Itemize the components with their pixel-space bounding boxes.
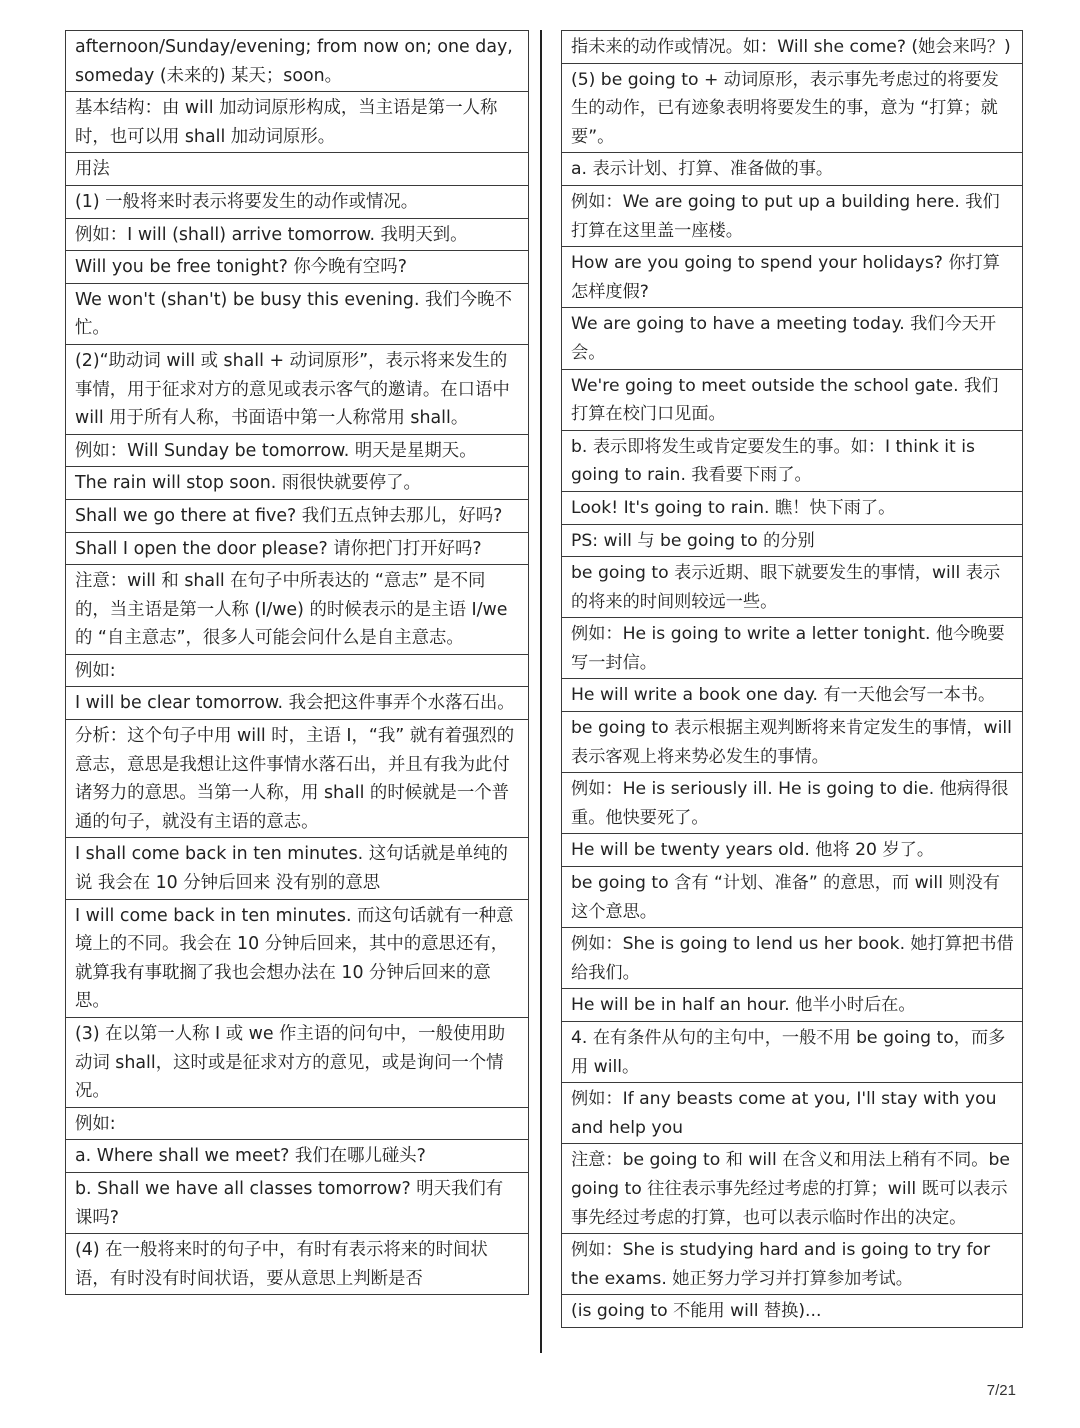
table-row [66,838,529,899]
table-row [66,218,529,251]
table-cell: 分析：这个句子中用 will 时，主语 I，“我” 就有着强烈的意志，意思是我想让这件事情水落石出，并且有我为此付诸努力的意思。当第一人称，用 shall 的时候就是一个普通的句子，就没有主语的意志。 [66,720,529,838]
table-cell: be going to 表示根据主观判断将来肯定发生的事情，will 表示客观上将来势必发生的事情。 [562,712,1023,773]
table-row [66,153,529,186]
table-cell: He will be twenty years old. 他将 20 岁了。 [562,834,1023,867]
table-cell: We won't (shan't) be busy this evening. 我们今晚不忙。 [66,283,529,344]
table-cell: 注意：will 和 shall 在句子中所表达的 “意志” 是不同的，当主语是第一人称 (I/we) 的时候表示的是主语 I/we 的 “自主意志”，很多人可能会问什么是自主意志。 [66,565,529,655]
table-row [562,31,1023,64]
table-cell: a. 表示计划、打算、准备做的事。 [562,153,1023,186]
table-cell: 用法 [66,153,529,186]
table-cell: 基本结构：由 will 加动词原形构成，当主语是第一人称时，也可以用 shall 加动词原形。 [66,92,529,153]
table-row [66,467,529,500]
table-row [66,31,529,92]
table-cell: a. Where shall we meet? 我们在哪儿碰头? [66,1140,529,1173]
table-row [562,867,1023,928]
table-row [66,283,529,344]
table-row [562,679,1023,712]
table-cell: He will be in half an hour. 他半小时后在。 [562,989,1023,1022]
table-cell: 注意：be going to 和 will 在含义和用法上稍有不同。be going to 往往表示事先经过考虑的打算；will 既可以表示事先经过考虑的打算，也可以表示临时作出的决定。 [562,1144,1023,1234]
table-row [66,185,529,218]
table-row [562,712,1023,773]
table-row [562,63,1023,153]
table-row [562,834,1023,867]
table-cell: (3) 在以第一人称 I 或 we 作主语的问句中，一般使用助动词 shall，这时或是征求对方的意见，或是询问一个情况。 [66,1018,529,1108]
left-table [65,30,529,1295]
table-cell: be going to 含有 “计划、准备” 的意思，而 will 则没有这个意思。 [562,867,1023,928]
table-cell: 例如：Will Sunday be tomorrow. 明天是星期天。 [66,434,529,467]
table-cell: (1) 一般将来时表示将要发生的动作或情况。 [66,185,529,218]
column-divider [540,30,542,1353]
right-table [561,30,1023,1328]
table-cell: I shall come back in ten minutes. 这句话就是单纯的说 我会在 10 分钟后回来 没有别的意思 [66,838,529,899]
table-cell: 例如：I will (shall) arrive tomorrow. 我明天到。 [66,218,529,251]
table-cell: 例如: [66,1107,529,1140]
table-cell: b. Shall we have all classes tomorrow? 明天我们有课吗? [66,1172,529,1233]
table-row [562,773,1023,834]
table-row [66,1234,529,1295]
table-cell: I will be clear tomorrow. 我会把这件事弄个水落石出。 [66,687,529,720]
table-cell: be going to 表示近期、眼下就要发生的事情，will 表示的将来的时间则较远一些。 [562,557,1023,618]
table-row [66,499,529,532]
table-cell: (2)“助动词 will 或 shall + 动词原形”，表示将来发生的事情，用于征求对方的意见或表示客气的邀请。在口语中 will 用于所有人称，书面语中第一人称常用 shall。 [66,344,529,434]
table-cell: 例如：She is going to lend us her book. 她打算把书借给我们。 [562,928,1023,989]
table-row [66,899,529,1017]
table-cell: PS: will 与 be going to 的分别 [562,524,1023,557]
table-cell: Will you be free tonight? 你今晚有空吗? [66,251,529,284]
left-column [65,30,529,1295]
table-row [562,989,1023,1022]
table-row [562,1022,1023,1083]
table-row [66,1140,529,1173]
table-row [66,720,529,838]
table-cell: I will come back in ten minutes. 而这句话就有一种意境上的不同。我会在 10 分钟后回来，其中的意思还有，就算我有事耽搁了我也会想办法在 10 分钟后回来的意思。 [66,899,529,1017]
table-cell: (4) 在一般将来时的句子中，有时有表示将来的时间状语，有时没有时间状语，要从意思上判断是否 [66,1234,529,1295]
table-row [562,247,1023,308]
right-column [561,30,1023,1328]
table-row [66,1172,529,1233]
table-row [562,185,1023,246]
table-cell: Look! It's going to rain. 瞧！快下雨了。 [562,491,1023,524]
table-row [562,928,1023,989]
table-row [66,1107,529,1140]
table-row [66,434,529,467]
table-row [66,532,529,565]
table-cell: (is going to 不能用 will 替换)... [562,1295,1023,1328]
table-row [562,1144,1023,1234]
table-cell: How are you going to spend your holidays? 你打算怎样度假? [562,247,1023,308]
table-cell: 例如: [66,654,529,687]
page-number: 7/21 [986,1382,1016,1399]
table-row [66,687,529,720]
table-row [66,1018,529,1108]
table-row [66,565,529,655]
table-row [562,430,1023,491]
table-cell: The rain will stop soon. 雨很快就要停了。 [66,467,529,500]
table-cell: We're going to meet outside the school gate. 我们打算在校门口见面。 [562,369,1023,430]
table-row [562,153,1023,186]
table-row [562,618,1023,679]
table-cell: He will write a book one day. 有一天他会写一本书。 [562,679,1023,712]
table-cell: 4. 在有条件从句的主句中，一般不用 be going to，而多用 will。 [562,1022,1023,1083]
table-cell: Shall we go there at five? 我们五点钟去那儿，好吗? [66,499,529,532]
table-cell: b. 表示即将发生或肯定要发生的事。如：I think it is going to rain. 我看要下雨了。 [562,430,1023,491]
table-row [66,92,529,153]
table-row [562,1234,1023,1295]
table-cell: 指未来的动作或情况。如：Will she come? (她会来吗？) [562,31,1023,64]
table-row [562,1083,1023,1144]
table-row [562,369,1023,430]
table-row [66,344,529,434]
table-row [562,524,1023,557]
table-row [562,1295,1023,1328]
table-row [562,308,1023,369]
table-row [66,251,529,284]
table-cell: afternoon/Sunday/evening; from now on; one day, someday (未来的) 某天；soon。 [66,31,529,92]
table-row [562,491,1023,524]
table-cell: 例如：We are going to put up a building here. 我们打算在这里盖一座楼。 [562,185,1023,246]
table-cell: (5) be going to + 动词原形，表示事先考虑过的将要发生的动作，已有迹象表明将要发生的事，意为 “打算；就要”。 [562,63,1023,153]
table-cell: 例如：She is studying hard and is going to try for the exams. 她正努力学习并打算参加考试。 [562,1234,1023,1295]
table-cell: Shall I open the door please? 请你把门打开好吗? [66,532,529,565]
table-row [562,557,1023,618]
table-cell: 例如：He is going to write a letter tonight. 他今晚要写一封信。 [562,618,1023,679]
table-cell: We are going to have a meeting today. 我们今天开会。 [562,308,1023,369]
table-row [66,654,529,687]
table-cell: 例如：He is seriously ill. He is going to die. 他病得很重。他快要死了。 [562,773,1023,834]
table-cell: 例如：If any beasts come at you, I'll stay with you and help you [562,1083,1023,1144]
